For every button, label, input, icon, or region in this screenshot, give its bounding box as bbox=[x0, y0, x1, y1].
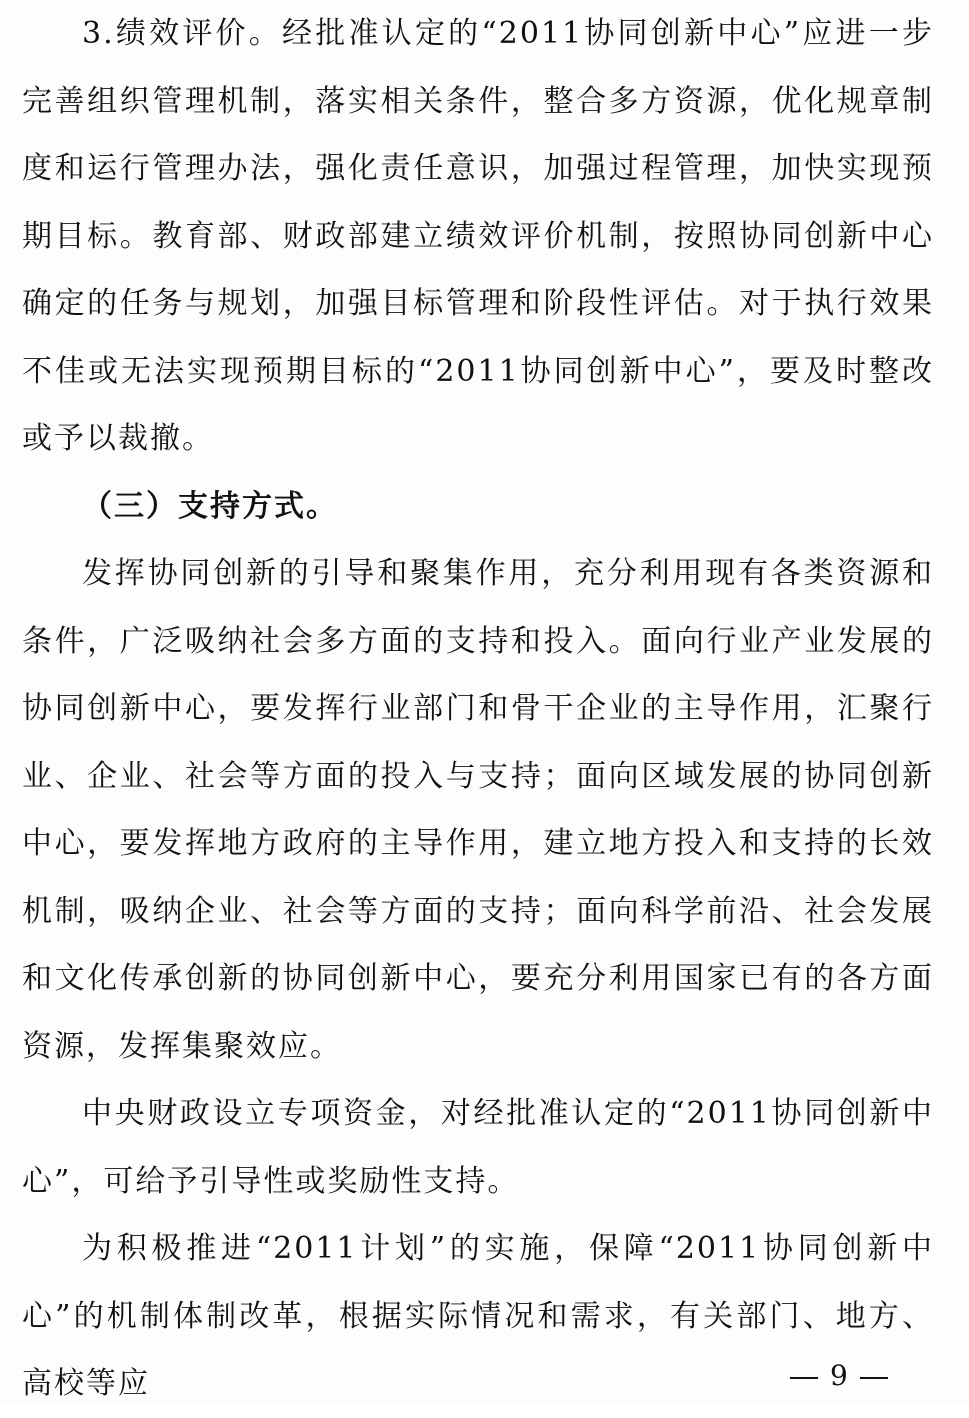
page-footer bbox=[790, 1356, 940, 1396]
document-body bbox=[22, 0, 934, 1418]
footer-dash-left bbox=[790, 1377, 818, 1379]
paragraph-plan-implementation: 为积极推进“2011计划”的实施，保障“2011协同创新中心”的机制体制改革，根据实际情况和需求，有关部门、地方、高校等应 bbox=[22, 1231, 934, 1401]
page-number: 9 bbox=[830, 1359, 848, 1392]
footer-dash-right bbox=[860, 1377, 888, 1379]
paragraph-central-funding: 中央财政设立专项资金，对经批准认定的“2011协同创新中心”，可给予引导性或奖励性支持。 bbox=[22, 1096, 934, 1199]
paragraph-performance-evaluation: 3.绩效评价。经批准认定的“2011协同创新中心”应进一步完善组织管理机制，落实相关条件，整合多方资源，优化规章制度和运行管理办法，强化责任意识，加强过程管理，加快实现预期目标。教育部、财政部建立绩效评价机制，按照协同创新中心确定的任务与规划，加强目标管理和阶段性评估。对于执行效果不佳或无法实现预期目标的“2011协同创新中心”，要及时整改或予以裁撤。 bbox=[22, 16, 934, 456]
section-heading-support-methods: （三）支持方式。 bbox=[82, 488, 338, 524]
paragraph-collaborative-resources: 发挥协同创新的引导和聚集作用，充分利用现有各类资源和条件，广泛吸纳社会多方面的支持和投入。面向行业产业发展的协同创新中心，要发挥行业部门和骨干企业的主导作用，汇聚行业、企业、社会等方面的投入与支持；面向区域发展的协同创新中心，要发挥地方政府的主导作用，建立地方投入和支持的长效机制，吸纳企业、社会等方面的支持；面向科学前沿、社会发展和文化传承创新的协同创新中心，要充分利用国家已有的各方面资源，发挥集聚效应。 bbox=[22, 556, 934, 1064]
